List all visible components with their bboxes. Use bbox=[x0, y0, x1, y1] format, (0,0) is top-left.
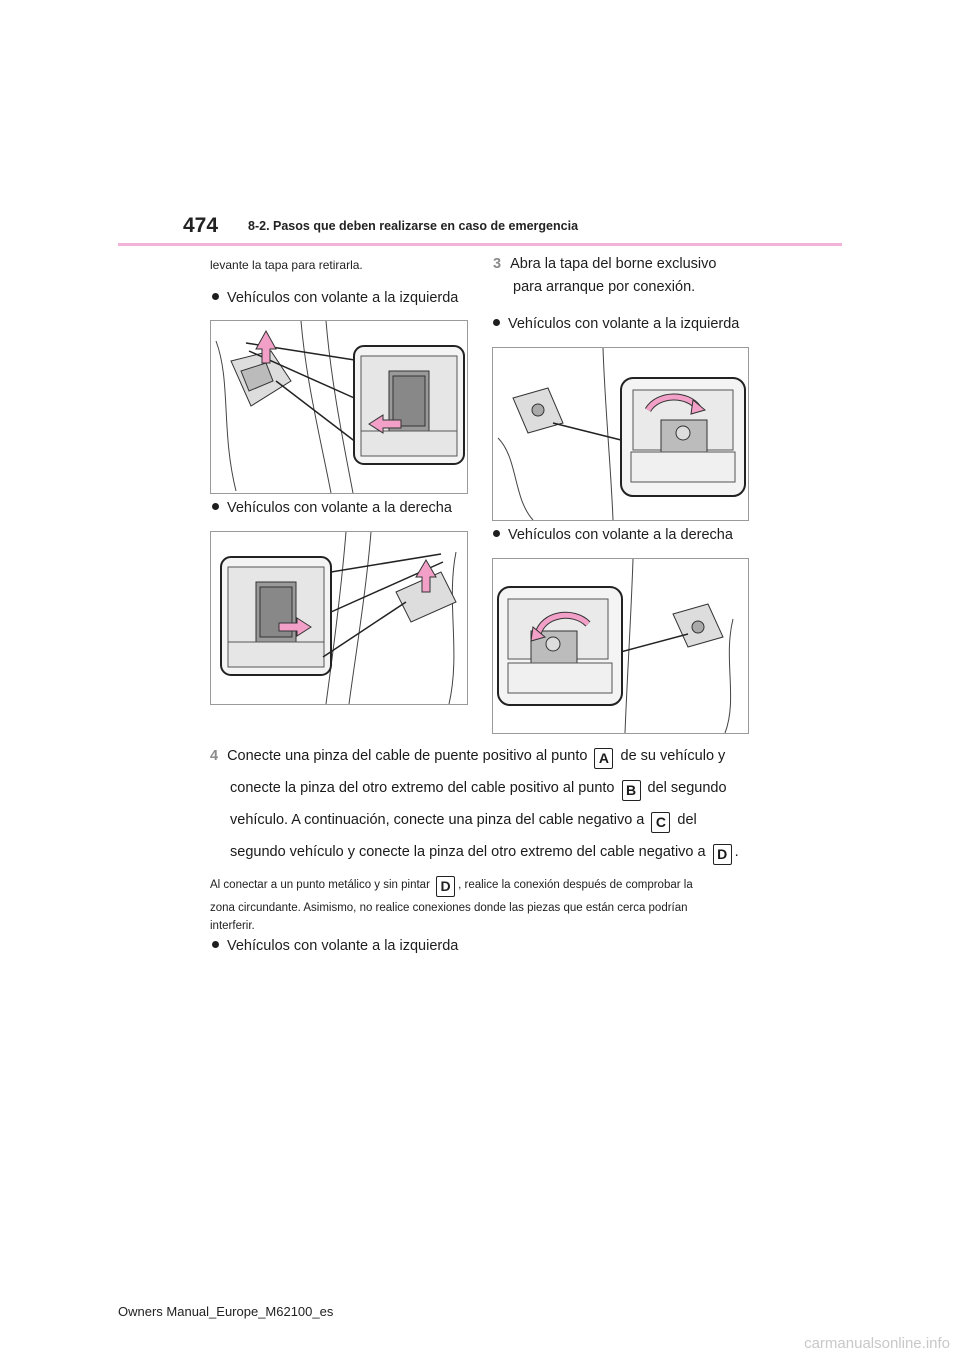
bullet-label: Vehículos con volante a la izquierda bbox=[227, 938, 459, 954]
step4-text: segundo vehículo y conecte la pinza del otro extremo del cable negativo a bbox=[230, 844, 706, 860]
step4-text: Conecte una pinza del cable de puente positivo al punto bbox=[227, 748, 588, 764]
step4-block bbox=[210, 740, 850, 868]
bullet-dot-icon bbox=[212, 941, 219, 948]
bullet-lhd-left bbox=[212, 290, 458, 306]
bullet-rhd-left bbox=[212, 500, 452, 516]
point-d-label: D bbox=[436, 876, 455, 897]
point-b-label: B bbox=[622, 780, 641, 801]
step4-line4 bbox=[210, 836, 850, 868]
bullet-label: Vehículos con volante a la izquierda bbox=[227, 290, 459, 306]
step4-line3 bbox=[210, 804, 850, 836]
figure-lhd-open-terminal bbox=[492, 347, 749, 521]
step4-text: del segundo bbox=[647, 780, 727, 796]
step4-text: del bbox=[677, 812, 697, 828]
note-text: Al conectar a un punto metálico y sin pintar bbox=[210, 879, 430, 891]
page-number: 474 bbox=[183, 214, 219, 237]
step4-line2 bbox=[210, 772, 850, 804]
figure-rhd-remove-cover bbox=[210, 531, 468, 705]
step4-number: 4 bbox=[210, 748, 219, 764]
bullet-lhd-final bbox=[212, 938, 458, 954]
bullet-label: Vehículos con volante a la derecha bbox=[227, 500, 452, 516]
bullet-label: Vehículos con volante a la derecha bbox=[508, 527, 733, 543]
note-line1 bbox=[210, 874, 850, 897]
step3-line1 bbox=[493, 256, 716, 272]
step4-text: . bbox=[734, 844, 739, 860]
header-rule bbox=[118, 243, 842, 246]
step3-line2: para arranque por conexión. bbox=[513, 279, 696, 295]
figure-lhd-remove-cover bbox=[210, 320, 468, 494]
step4-text: conecte la pinza del otro extremo del cable positivo al punto bbox=[230, 780, 615, 796]
watermark: carmanualsonline.info bbox=[804, 1335, 950, 1352]
step3-number: 3 bbox=[493, 256, 502, 272]
bullet-rhd-right bbox=[493, 527, 733, 543]
figure-rhd-open-terminal bbox=[492, 558, 749, 734]
point-a-label: A bbox=[594, 748, 613, 769]
section-title: 8-2. Pasos que deben realizarse en caso de emergencia bbox=[248, 219, 579, 233]
point-c-label: C bbox=[651, 812, 670, 833]
bullet-dot-icon bbox=[212, 503, 219, 510]
note-line2: zona circundante. Asimismo, no realice conexiones donde las piezas que están cerca podrían bbox=[210, 902, 688, 914]
step4-text: vehículo. A continuación, conecte una pinza del cable negativo a bbox=[230, 812, 645, 828]
step4-text: de su vehículo y bbox=[620, 748, 726, 764]
note-block bbox=[210, 874, 850, 933]
bullet-label: Vehículos con volante a la izquierda bbox=[508, 316, 740, 332]
bullet-lhd-right bbox=[493, 316, 739, 332]
footer-manual-id: Owners Manual_Europe_M62100_es bbox=[118, 1304, 334, 1319]
note-line3: interferir. bbox=[210, 920, 255, 932]
intro-text: levante la tapa para retirarla. bbox=[210, 258, 363, 272]
bullet-dot-icon bbox=[493, 319, 500, 326]
bullet-dot-icon bbox=[212, 293, 219, 300]
step4-line1 bbox=[210, 740, 850, 772]
point-d-label: D bbox=[713, 844, 732, 865]
step3-text: Abra la tapa del borne exclusivo bbox=[510, 256, 717, 272]
note-text: , realice la conexión después de comprobar la bbox=[458, 879, 693, 891]
bullet-dot-icon bbox=[493, 530, 500, 537]
